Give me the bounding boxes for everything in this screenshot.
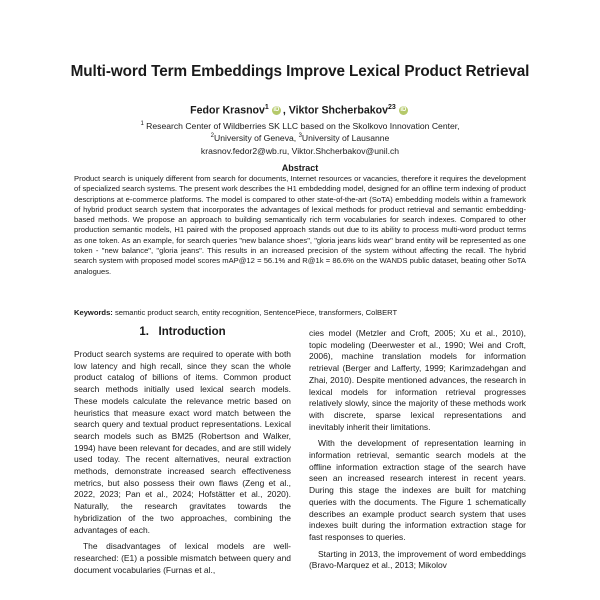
paragraph: Starting in 2013, the improvement of word embeddings (Bravo-Marquez et al., 2013; Mikolov bbox=[309, 548, 526, 571]
keywords bbox=[74, 308, 526, 317]
author-name: Fedor Krasnov bbox=[190, 104, 265, 117]
author-superscript: 23 bbox=[388, 104, 396, 111]
affiliation-line-2 bbox=[0, 133, 600, 143]
affiliation-superscript: 1 bbox=[140, 121, 144, 128]
keywords-label: Keywords: bbox=[74, 308, 113, 317]
keywords-text: semantic product search, entity recognition, SentencePiece, transformers, ColBERT bbox=[112, 308, 398, 317]
paragraph: The disadvantages of lexical models are well-researched: (E1) a possible mismatch between query and document vocabularies (Furnas et al., bbox=[74, 541, 291, 575]
abstract-text: Product search is uniquely different from search for documents, Internet resources or vacancies, therefore it requires the development of specialized search systems. The present work describes the H1 embdedding model, designed for an offline term indexing of product descriptions at e-commerce platforms. The model is compared to other state-of-the-art (SoTA) embedding models within a framework of hybrid product search system that incorporates the advantages of lexical methods for product retrieval and semantic embedding-based methods. We propose an approach to building semantically rich term vocabularies for search indexes. Compared to other production semantic models, H1 paired with the proposed approach stands out due to its ability to process multi-word product terms as one token. As an example, for search queries "new balance shoes", "gloria jeans kids wear" brand entity will be represented as one token - "new balance", "gloria jeans". This results in an increased precision of the system without affecting the recall. The hybrid search system with proposed model scores mAP@12 = 56.1% and R@1k = 86.6% on the WANDS public dataset, beating other SoTA analogues. bbox=[74, 174, 526, 276]
affiliation-text: University of Lausanne bbox=[301, 133, 390, 143]
section-heading bbox=[74, 326, 291, 338]
left-column bbox=[74, 349, 291, 581]
author-superscript: 1 bbox=[264, 104, 269, 111]
abstract-heading: Abstract bbox=[281, 163, 319, 173]
orcid-icon[interactable]: iD bbox=[400, 106, 407, 113]
paragraph: Product search systems are required to operate with both low latency and high recall, since they scan the whole product catalog of billions of items. Common product search methods initially used lexical search models. These models calculate the relevance metric based on heuristics that measure exact word match between the search query and textual product representations. Lexical search models such as BM25 (Robertson and Walker, 1994) have been relevant for decades, and are still widely used today. The recent alternatives, neural extraction methods, demonstrate increased search effectiveness metrics, but also possess their own flaws (Zeng et al., 2022, 2023; Pan et al., 2024; Hofstätter et al., 2020). Naturally, the research gravitates towards the hybridization of the two approaches, combining the advantages of each. bbox=[74, 349, 291, 535]
author-name: Viktor Shcherbakov bbox=[288, 104, 389, 117]
section-number: 1. bbox=[139, 326, 149, 338]
affiliation-line-1 bbox=[0, 121, 600, 131]
affiliation-text: University of Geneva, bbox=[214, 133, 299, 143]
author-emails: krasnov.fedor2@wb.ru, Viktor.Shcherbakov@unil.ch bbox=[200, 146, 400, 156]
paragraph: With the development of representation learning in information retrieval, semantic search models at the offline information extraction stage of the search have seen an increased research interest in recent years. During this stage the indexes are built for matching queries with the documents. The Figure 1 schematically describes an example product search system that uses indexes built during the information extraction stage for fast responses to queries. bbox=[309, 438, 526, 542]
author-separator: , bbox=[282, 104, 289, 117]
paper-title: Multi-word Term Embeddings Improve Lexical Product Retrieval bbox=[70, 63, 530, 80]
section-title: Introduction bbox=[158, 326, 226, 338]
affiliation-text: Research Center of Wildberries SK LLC based on the Skolkovo Innovation Center, bbox=[143, 121, 460, 131]
affiliation-superscript: 3 bbox=[298, 133, 302, 140]
affiliation-superscript: 2 bbox=[210, 133, 215, 140]
author-line bbox=[0, 104, 600, 117]
orcid-icon[interactable]: iD bbox=[273, 106, 280, 113]
paragraph: cies model (Metzler and Croft, 2005; Xu et al., 2010), topic modeling (Deerwester et al., 1990; Wei and Croft, 2006), machine translation models for information retrieval (Berger and Lafferty, 1999; Karimzadehgan and Zhai, 2010). Despite mentioned advances, the research in lexical models for information retrieval progresses relatively slowly, since the majority of these methods work with discrete, sparse lexical representations and inevitably inherit their limitations. bbox=[309, 328, 526, 432]
right-column bbox=[309, 328, 526, 577]
